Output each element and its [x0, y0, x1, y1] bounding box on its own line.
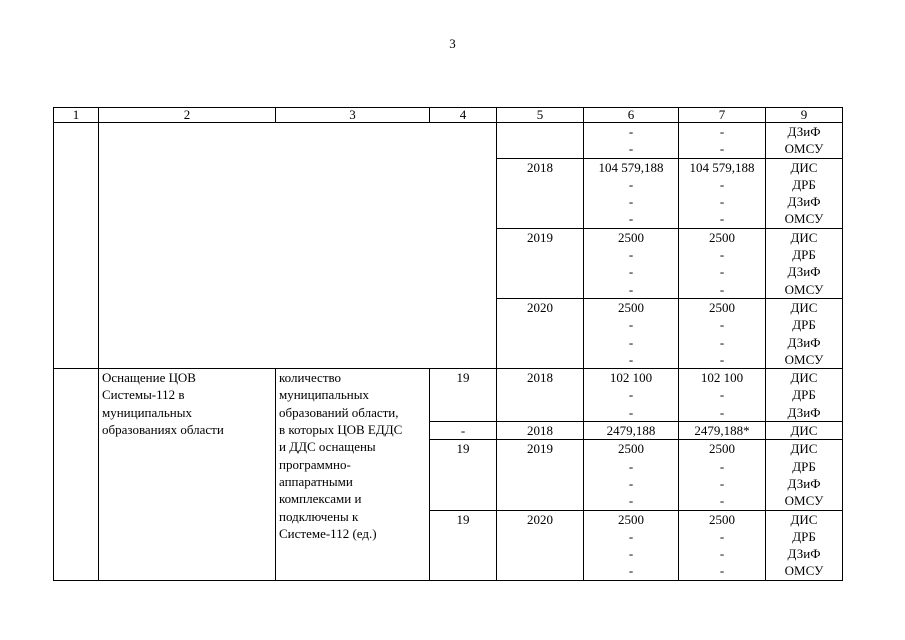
source-cell: ДЗиФ ОМСУ: [766, 123, 843, 159]
year-cell: 2020: [497, 298, 584, 368]
year-cell: 2018: [497, 369, 584, 422]
empty-cell: [54, 369, 99, 581]
year-cell: 2019: [497, 440, 584, 510]
header-row: [54, 108, 843, 123]
amount-cell: 2500 - - -: [679, 440, 766, 510]
year-cell: [497, 123, 584, 159]
measure-name-cell: Оснащение ЦОВ Системы-112 в муниципальных образованиях области: [99, 369, 276, 581]
empty-cell: [54, 123, 99, 369]
amount-total-cell: - -: [584, 123, 679, 159]
source-cell: ДИС ДРБ ДЗиФ ОМСУ: [766, 158, 843, 228]
amount-cell: 102 100 - -: [679, 369, 766, 422]
indicator-value-cell: 19: [430, 440, 497, 510]
year-cell: 2018: [497, 422, 584, 440]
source-cell: ДИС ДРБ ДЗиФ ОМСУ: [766, 510, 843, 580]
amount-total-cell: 2500 - - -: [584, 510, 679, 580]
year-cell: 2018: [497, 158, 584, 228]
page-number: 3: [449, 36, 456, 51]
amount-cell: 2500 - - -: [679, 298, 766, 368]
amount-cell: 104 579,188 - - -: [679, 158, 766, 228]
header-cell: 6: [584, 108, 679, 123]
table-row: [54, 369, 843, 422]
source-cell: ДИС ДРБ ДЗиФ ОМСУ: [766, 298, 843, 368]
source-cell: ДИС: [766, 422, 843, 440]
source-cell: ДИС ДРБ ДЗиФ ОМСУ: [766, 440, 843, 510]
merged-empty-cell: [99, 123, 497, 369]
header-cell: 3: [276, 108, 430, 123]
header-cell: 4: [430, 108, 497, 123]
source-cell: ДИС ДРБ ДЗиФ: [766, 369, 843, 422]
header-cell: 2: [99, 108, 276, 123]
amount-cell: 2500 - - -: [679, 228, 766, 298]
amount-cell: 2500 - - -: [679, 510, 766, 580]
header-cell: 9: [766, 108, 843, 123]
header-cell: 1: [54, 108, 99, 123]
amount-total-cell: 2500 - - -: [584, 440, 679, 510]
amount-cell: - -: [679, 123, 766, 159]
year-cell: 2020: [497, 510, 584, 580]
indicator-value-cell: 19: [430, 510, 497, 580]
amount-total-cell: 2500 - - -: [584, 298, 679, 368]
source-cell: ДИС ДРБ ДЗиФ ОМСУ: [766, 228, 843, 298]
indicator-value-cell: -: [430, 422, 497, 440]
amount-total-cell: 2479,188: [584, 422, 679, 440]
table-row: [54, 123, 843, 159]
program-table: [53, 107, 843, 581]
indicator-value-cell: 19: [430, 369, 497, 422]
amount-total-cell: 102 100 - -: [584, 369, 679, 422]
amount-total-cell: 2500 - - -: [584, 228, 679, 298]
indicator-cell: количество муниципальных образований области, в которых ЦОВ ЕДДС и ДДС оснащены программно- аппаратными комплексами и подключены к Системе-112 (ед.): [276, 369, 430, 581]
header-cell: 7: [679, 108, 766, 123]
year-cell: 2019: [497, 228, 584, 298]
amount-total-cell: 104 579,188 - - -: [584, 158, 679, 228]
amount-cell: 2479,188*: [679, 422, 766, 440]
table-body: [54, 108, 843, 581]
header-cell: 5: [497, 108, 584, 123]
